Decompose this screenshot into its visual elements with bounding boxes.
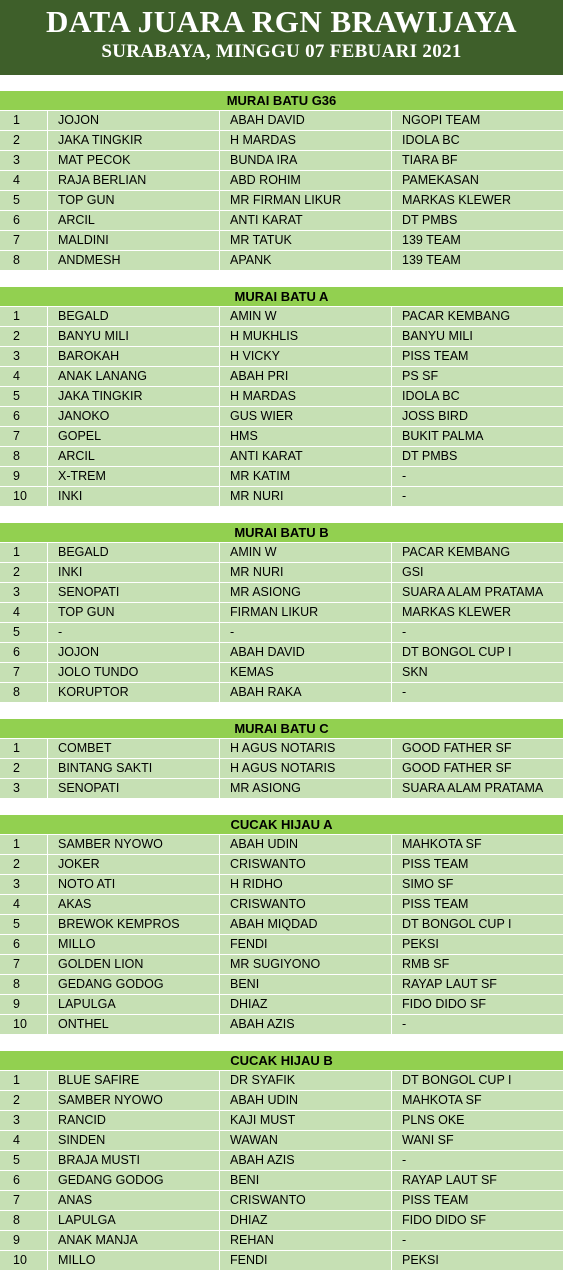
team-name-cell: GOOD FATHER SF	[391, 739, 563, 758]
table-row	[0, 347, 563, 367]
team-name-cell: JOSS BIRD	[391, 407, 563, 426]
team-name-cell: FIDO DIDO SF	[391, 995, 563, 1014]
team-name-cell: IDOLA BC	[391, 387, 563, 406]
team-name-cell: PISS TEAM	[391, 347, 563, 366]
team-name-cell: -	[391, 467, 563, 486]
rank-cell: 6	[13, 409, 20, 423]
owner-name-cell: DR SYAFIK	[219, 1071, 391, 1090]
bird-name-cell: BLUE SAFIRE	[47, 1071, 219, 1090]
rank-cell: 4	[13, 173, 20, 187]
table-row	[0, 1091, 563, 1111]
team-name-cell: DT PMBS	[391, 447, 563, 466]
table-row	[0, 131, 563, 151]
owner-name-cell: H MARDAS	[219, 131, 391, 150]
team-name-cell: -	[391, 1015, 563, 1034]
team-name-cell: PS SF	[391, 367, 563, 386]
team-name-cell: PEKSI	[391, 1251, 563, 1270]
table-row	[0, 835, 563, 855]
team-name-cell: SKN	[391, 663, 563, 682]
rank-cell: 4	[13, 605, 20, 619]
table-row	[0, 915, 563, 935]
bird-name-cell: SENOPATI	[47, 779, 219, 798]
rank-cell: 6	[13, 1173, 20, 1187]
bird-name-cell: BREWOK KEMPROS	[47, 915, 219, 934]
table-row	[0, 1071, 563, 1091]
table-row	[0, 111, 563, 131]
team-name-cell: GOOD FATHER SF	[391, 759, 563, 778]
table-row	[0, 759, 563, 779]
owner-name-cell: MR SUGIYONO	[219, 955, 391, 974]
table-row	[0, 1015, 563, 1035]
section-title: CUCAK HIJAU B	[0, 1051, 563, 1071]
bird-name-cell: LAPULGA	[47, 995, 219, 1014]
bird-name-cell: KORUPTOR	[47, 683, 219, 702]
rank-cell: 7	[13, 233, 20, 247]
bird-name-cell: BRAJA MUSTI	[47, 1151, 219, 1170]
rank-cell: 1	[13, 113, 20, 127]
table-row	[0, 487, 563, 507]
bird-name-cell: SAMBER NYOWO	[47, 1091, 219, 1110]
team-name-cell: 139 TEAM	[391, 231, 563, 250]
bird-name-cell: BEGALD	[47, 543, 219, 562]
team-name-cell: WANI SF	[391, 1131, 563, 1150]
table-row	[0, 367, 563, 387]
team-name-cell: MARKAS KLEWER	[391, 191, 563, 210]
rank-cell: 7	[13, 665, 20, 679]
rank-cell: 3	[13, 1113, 20, 1127]
bird-name-cell: AKAS	[47, 895, 219, 914]
bird-name-cell: GOLDEN LION	[47, 955, 219, 974]
owner-name-cell: H VICKY	[219, 347, 391, 366]
table-row	[0, 739, 563, 759]
rank-cell: 3	[13, 349, 20, 363]
owner-name-cell: DHIAZ	[219, 1211, 391, 1230]
results-section	[0, 815, 563, 1035]
team-name-cell: PACAR KEMBANG	[391, 543, 563, 562]
team-name-cell: -	[391, 683, 563, 702]
bird-name-cell: ANAK LANANG	[47, 367, 219, 386]
team-name-cell: PACAR KEMBANG	[391, 307, 563, 326]
rank-cell: 1	[13, 545, 20, 559]
team-name-cell: MAHKOTA SF	[391, 835, 563, 854]
table-row	[0, 171, 563, 191]
rank-cell: 10	[13, 489, 27, 503]
team-name-cell: BUKIT PALMA	[391, 427, 563, 446]
bird-name-cell: INKI	[47, 563, 219, 582]
table-row	[0, 427, 563, 447]
rank-cell: 5	[13, 389, 20, 403]
owner-name-cell: MR NURI	[219, 563, 391, 582]
bird-name-cell: GOPEL	[47, 427, 219, 446]
table-row	[0, 387, 563, 407]
rank-cell: 9	[13, 997, 20, 1011]
rank-cell: 5	[13, 1153, 20, 1167]
rank-cell: 4	[13, 369, 20, 383]
team-name-cell: GSI	[391, 563, 563, 582]
table-row	[0, 603, 563, 623]
owner-name-cell: ABAH DAVID	[219, 643, 391, 662]
owner-name-cell: ANTI KARAT	[219, 447, 391, 466]
owner-name-cell: AMIN W	[219, 543, 391, 562]
owner-name-cell: CRISWANTO	[219, 1191, 391, 1210]
results-section	[0, 287, 563, 507]
rank-cell: 5	[13, 193, 20, 207]
results-section	[0, 91, 563, 271]
section-title: MURAI BATU B	[0, 523, 563, 543]
owner-name-cell: ABAH UDIN	[219, 835, 391, 854]
table-row	[0, 1231, 563, 1251]
team-name-cell: SUARA ALAM PRATAMA	[391, 779, 563, 798]
rank-cell: 2	[13, 133, 20, 147]
rank-cell: 1	[13, 309, 20, 323]
rank-cell: 3	[13, 585, 20, 599]
bird-name-cell: MILLO	[47, 935, 219, 954]
rank-cell: 6	[13, 645, 20, 659]
bird-name-cell: BINTANG SAKTI	[47, 759, 219, 778]
bird-name-cell: SENOPATI	[47, 583, 219, 602]
team-name-cell: -	[391, 487, 563, 506]
owner-name-cell: H AGUS NOTARIS	[219, 739, 391, 758]
table-row	[0, 1251, 563, 1271]
table-row	[0, 663, 563, 683]
team-name-cell: 139 TEAM	[391, 251, 563, 270]
rank-cell: 1	[13, 837, 20, 851]
owner-name-cell: ABAH UDIN	[219, 1091, 391, 1110]
bird-name-cell: ONTHEL	[47, 1015, 219, 1034]
team-name-cell: BANYU MILI	[391, 327, 563, 346]
table-row	[0, 543, 563, 563]
rank-cell: 7	[13, 1193, 20, 1207]
team-name-cell: IDOLA BC	[391, 131, 563, 150]
table-row	[0, 151, 563, 171]
bird-name-cell: COMBET	[47, 739, 219, 758]
team-name-cell: -	[391, 1151, 563, 1170]
table-row	[0, 1211, 563, 1231]
table-row	[0, 643, 563, 663]
team-name-cell: -	[391, 623, 563, 642]
owner-name-cell: AMIN W	[219, 307, 391, 326]
bird-name-cell: TOP GUN	[47, 191, 219, 210]
team-name-cell: DT BONGOL CUP I	[391, 1071, 563, 1090]
rank-cell: 8	[13, 253, 20, 267]
owner-name-cell: GUS WIER	[219, 407, 391, 426]
bird-name-cell: ARCIL	[47, 447, 219, 466]
results-list	[0, 75, 563, 1271]
bird-name-cell: GEDANG GODOG	[47, 1171, 219, 1190]
results-section	[0, 523, 563, 703]
bird-name-cell: INKI	[47, 487, 219, 506]
owner-name-cell: WAWAN	[219, 1131, 391, 1150]
bird-name-cell: BAROKAH	[47, 347, 219, 366]
section-title: MURAI BATU G36	[0, 91, 563, 111]
bird-name-cell: BANYU MILI	[47, 327, 219, 346]
rank-cell: 2	[13, 565, 20, 579]
table-row	[0, 623, 563, 643]
owner-name-cell: ABAH RAKA	[219, 683, 391, 702]
table-row	[0, 211, 563, 231]
owner-name-cell: ABAH MIQDAD	[219, 915, 391, 934]
table-row	[0, 467, 563, 487]
table-row	[0, 975, 563, 995]
owner-name-cell: H MUKHLIS	[219, 327, 391, 346]
table-row	[0, 231, 563, 251]
owner-name-cell: MR TATUK	[219, 231, 391, 250]
team-name-cell: SUARA ALAM PRATAMA	[391, 583, 563, 602]
rank-cell: 8	[13, 977, 20, 991]
owner-name-cell: FENDI	[219, 1251, 391, 1270]
bird-name-cell: JOLO TUNDO	[47, 663, 219, 682]
bird-name-cell: JAKA TINGKIR	[47, 387, 219, 406]
owner-name-cell: MR NURI	[219, 487, 391, 506]
rank-cell: 8	[13, 685, 20, 699]
owner-name-cell: H RIDHO	[219, 875, 391, 894]
table-row	[0, 563, 563, 583]
bird-name-cell: JOJON	[47, 111, 219, 130]
team-name-cell: TIARA BF	[391, 151, 563, 170]
results-section	[0, 1051, 563, 1271]
table-row	[0, 407, 563, 427]
rank-cell: 4	[13, 897, 20, 911]
team-name-cell: SIMO SF	[391, 875, 563, 894]
page-title: DATA JUARA RGN BRAWIJAYA	[45, 4, 518, 39]
rank-cell: 5	[13, 917, 20, 931]
owner-name-cell: MR ASIONG	[219, 779, 391, 798]
bird-name-cell: TOP GUN	[47, 603, 219, 622]
bird-name-cell: JOJON	[47, 643, 219, 662]
owner-name-cell: DHIAZ	[219, 995, 391, 1014]
team-name-cell: MAHKOTA SF	[391, 1091, 563, 1110]
bird-name-cell: RANCID	[47, 1111, 219, 1130]
owner-name-cell: ABAH AZIS	[219, 1015, 391, 1034]
bird-name-cell: MAT PECOK	[47, 151, 219, 170]
bird-name-cell: JANOKO	[47, 407, 219, 426]
team-name-cell: PAMEKASAN	[391, 171, 563, 190]
owner-name-cell: KAJI MUST	[219, 1111, 391, 1130]
table-row	[0, 1151, 563, 1171]
team-name-cell: PEKSI	[391, 935, 563, 954]
bird-name-cell: JOKER	[47, 855, 219, 874]
owner-name-cell: H MARDAS	[219, 387, 391, 406]
owner-name-cell: CRISWANTO	[219, 895, 391, 914]
table-row	[0, 191, 563, 211]
owner-name-cell: CRISWANTO	[219, 855, 391, 874]
owner-name-cell: ABAH AZIS	[219, 1151, 391, 1170]
section-title: MURAI BATU A	[0, 287, 563, 307]
rank-cell: 3	[13, 877, 20, 891]
owner-name-cell: BUNDA IRA	[219, 151, 391, 170]
owner-name-cell: -	[219, 623, 391, 642]
owner-name-cell: ABAH DAVID	[219, 111, 391, 130]
table-row	[0, 307, 563, 327]
rank-cell: 6	[13, 213, 20, 227]
owner-name-cell: ANTI KARAT	[219, 211, 391, 230]
page-header	[0, 0, 563, 75]
bird-name-cell: SAMBER NYOWO	[47, 835, 219, 854]
table-row	[0, 779, 563, 799]
bird-name-cell: ANAS	[47, 1191, 219, 1210]
owner-name-cell: FIRMAN LIKUR	[219, 603, 391, 622]
owner-name-cell: H AGUS NOTARIS	[219, 759, 391, 778]
rank-cell: 10	[13, 1017, 27, 1031]
bird-name-cell: LAPULGA	[47, 1211, 219, 1230]
table-row	[0, 683, 563, 703]
team-name-cell: DT BONGOL CUP I	[391, 643, 563, 662]
owner-name-cell: ABAH PRI	[219, 367, 391, 386]
rank-cell: 2	[13, 1093, 20, 1107]
rank-cell: 6	[13, 937, 20, 951]
owner-name-cell: MR KATIM	[219, 467, 391, 486]
rank-cell: 2	[13, 329, 20, 343]
team-name-cell: RAYAP LAUT SF	[391, 975, 563, 994]
bird-name-cell: BEGALD	[47, 307, 219, 326]
owner-name-cell: APANK	[219, 251, 391, 270]
rank-cell: 8	[13, 449, 20, 463]
rank-cell: 1	[13, 1073, 20, 1087]
team-name-cell: DT BONGOL CUP I	[391, 915, 563, 934]
owner-name-cell: FENDI	[219, 935, 391, 954]
owner-name-cell: BENI	[219, 1171, 391, 1190]
table-row	[0, 955, 563, 975]
table-row	[0, 855, 563, 875]
bird-name-cell: ARCIL	[47, 211, 219, 230]
results-section	[0, 719, 563, 799]
team-name-cell: PISS TEAM	[391, 855, 563, 874]
bird-name-cell: MILLO	[47, 1251, 219, 1270]
table-row	[0, 447, 563, 467]
bird-name-cell: NOTO ATI	[47, 875, 219, 894]
table-row	[0, 935, 563, 955]
table-row	[0, 1131, 563, 1151]
team-name-cell: RAYAP LAUT SF	[391, 1171, 563, 1190]
table-row	[0, 875, 563, 895]
team-name-cell: -	[391, 1231, 563, 1250]
table-row	[0, 251, 563, 271]
team-name-cell: MARKAS KLEWER	[391, 603, 563, 622]
team-name-cell: PLNS OKE	[391, 1111, 563, 1130]
rank-cell: 3	[13, 153, 20, 167]
rank-cell: 3	[13, 781, 20, 795]
page-subtitle: SURABAYA, MINGGU 07 FEBUARI 2021	[101, 41, 462, 62]
owner-name-cell: ABD ROHIM	[219, 171, 391, 190]
bird-name-cell: RAJA BERLIAN	[47, 171, 219, 190]
team-name-cell: RMB SF	[391, 955, 563, 974]
table-row	[0, 327, 563, 347]
team-name-cell: PISS TEAM	[391, 895, 563, 914]
team-name-cell: FIDO DIDO SF	[391, 1211, 563, 1230]
section-title: CUCAK HIJAU A	[0, 815, 563, 835]
table-row	[0, 1111, 563, 1131]
bird-name-cell: GEDANG GODOG	[47, 975, 219, 994]
bird-name-cell: ANAK MANJA	[47, 1231, 219, 1250]
bird-name-cell: JAKA TINGKIR	[47, 131, 219, 150]
bird-name-cell: -	[47, 623, 219, 642]
bird-name-cell: ANDMESH	[47, 251, 219, 270]
section-title: MURAI BATU C	[0, 719, 563, 739]
bird-name-cell: SINDEN	[47, 1131, 219, 1150]
table-row	[0, 583, 563, 603]
rank-cell: 7	[13, 957, 20, 971]
team-name-cell: DT PMBS	[391, 211, 563, 230]
rank-cell: 9	[13, 469, 20, 483]
rank-cell: 7	[13, 429, 20, 443]
owner-name-cell: REHAN	[219, 1231, 391, 1250]
bird-name-cell: X-TREM	[47, 467, 219, 486]
owner-name-cell: BENI	[219, 975, 391, 994]
table-row	[0, 1191, 563, 1211]
table-row	[0, 995, 563, 1015]
rank-cell: 1	[13, 741, 20, 755]
rank-cell: 9	[13, 1233, 20, 1247]
team-name-cell: NGOPI TEAM	[391, 111, 563, 130]
rank-cell: 2	[13, 857, 20, 871]
team-name-cell: PISS TEAM	[391, 1191, 563, 1210]
table-row	[0, 1171, 563, 1191]
rank-cell: 8	[13, 1213, 20, 1227]
bird-name-cell: MALDINI	[47, 231, 219, 250]
owner-name-cell: KEMAS	[219, 663, 391, 682]
rank-cell: 4	[13, 1133, 20, 1147]
owner-name-cell: HMS	[219, 427, 391, 446]
table-row	[0, 895, 563, 915]
rank-cell: 5	[13, 625, 20, 639]
rank-cell: 2	[13, 761, 20, 775]
owner-name-cell: MR FIRMAN LIKUR	[219, 191, 391, 210]
rank-cell: 10	[13, 1253, 27, 1267]
owner-name-cell: MR ASIONG	[219, 583, 391, 602]
